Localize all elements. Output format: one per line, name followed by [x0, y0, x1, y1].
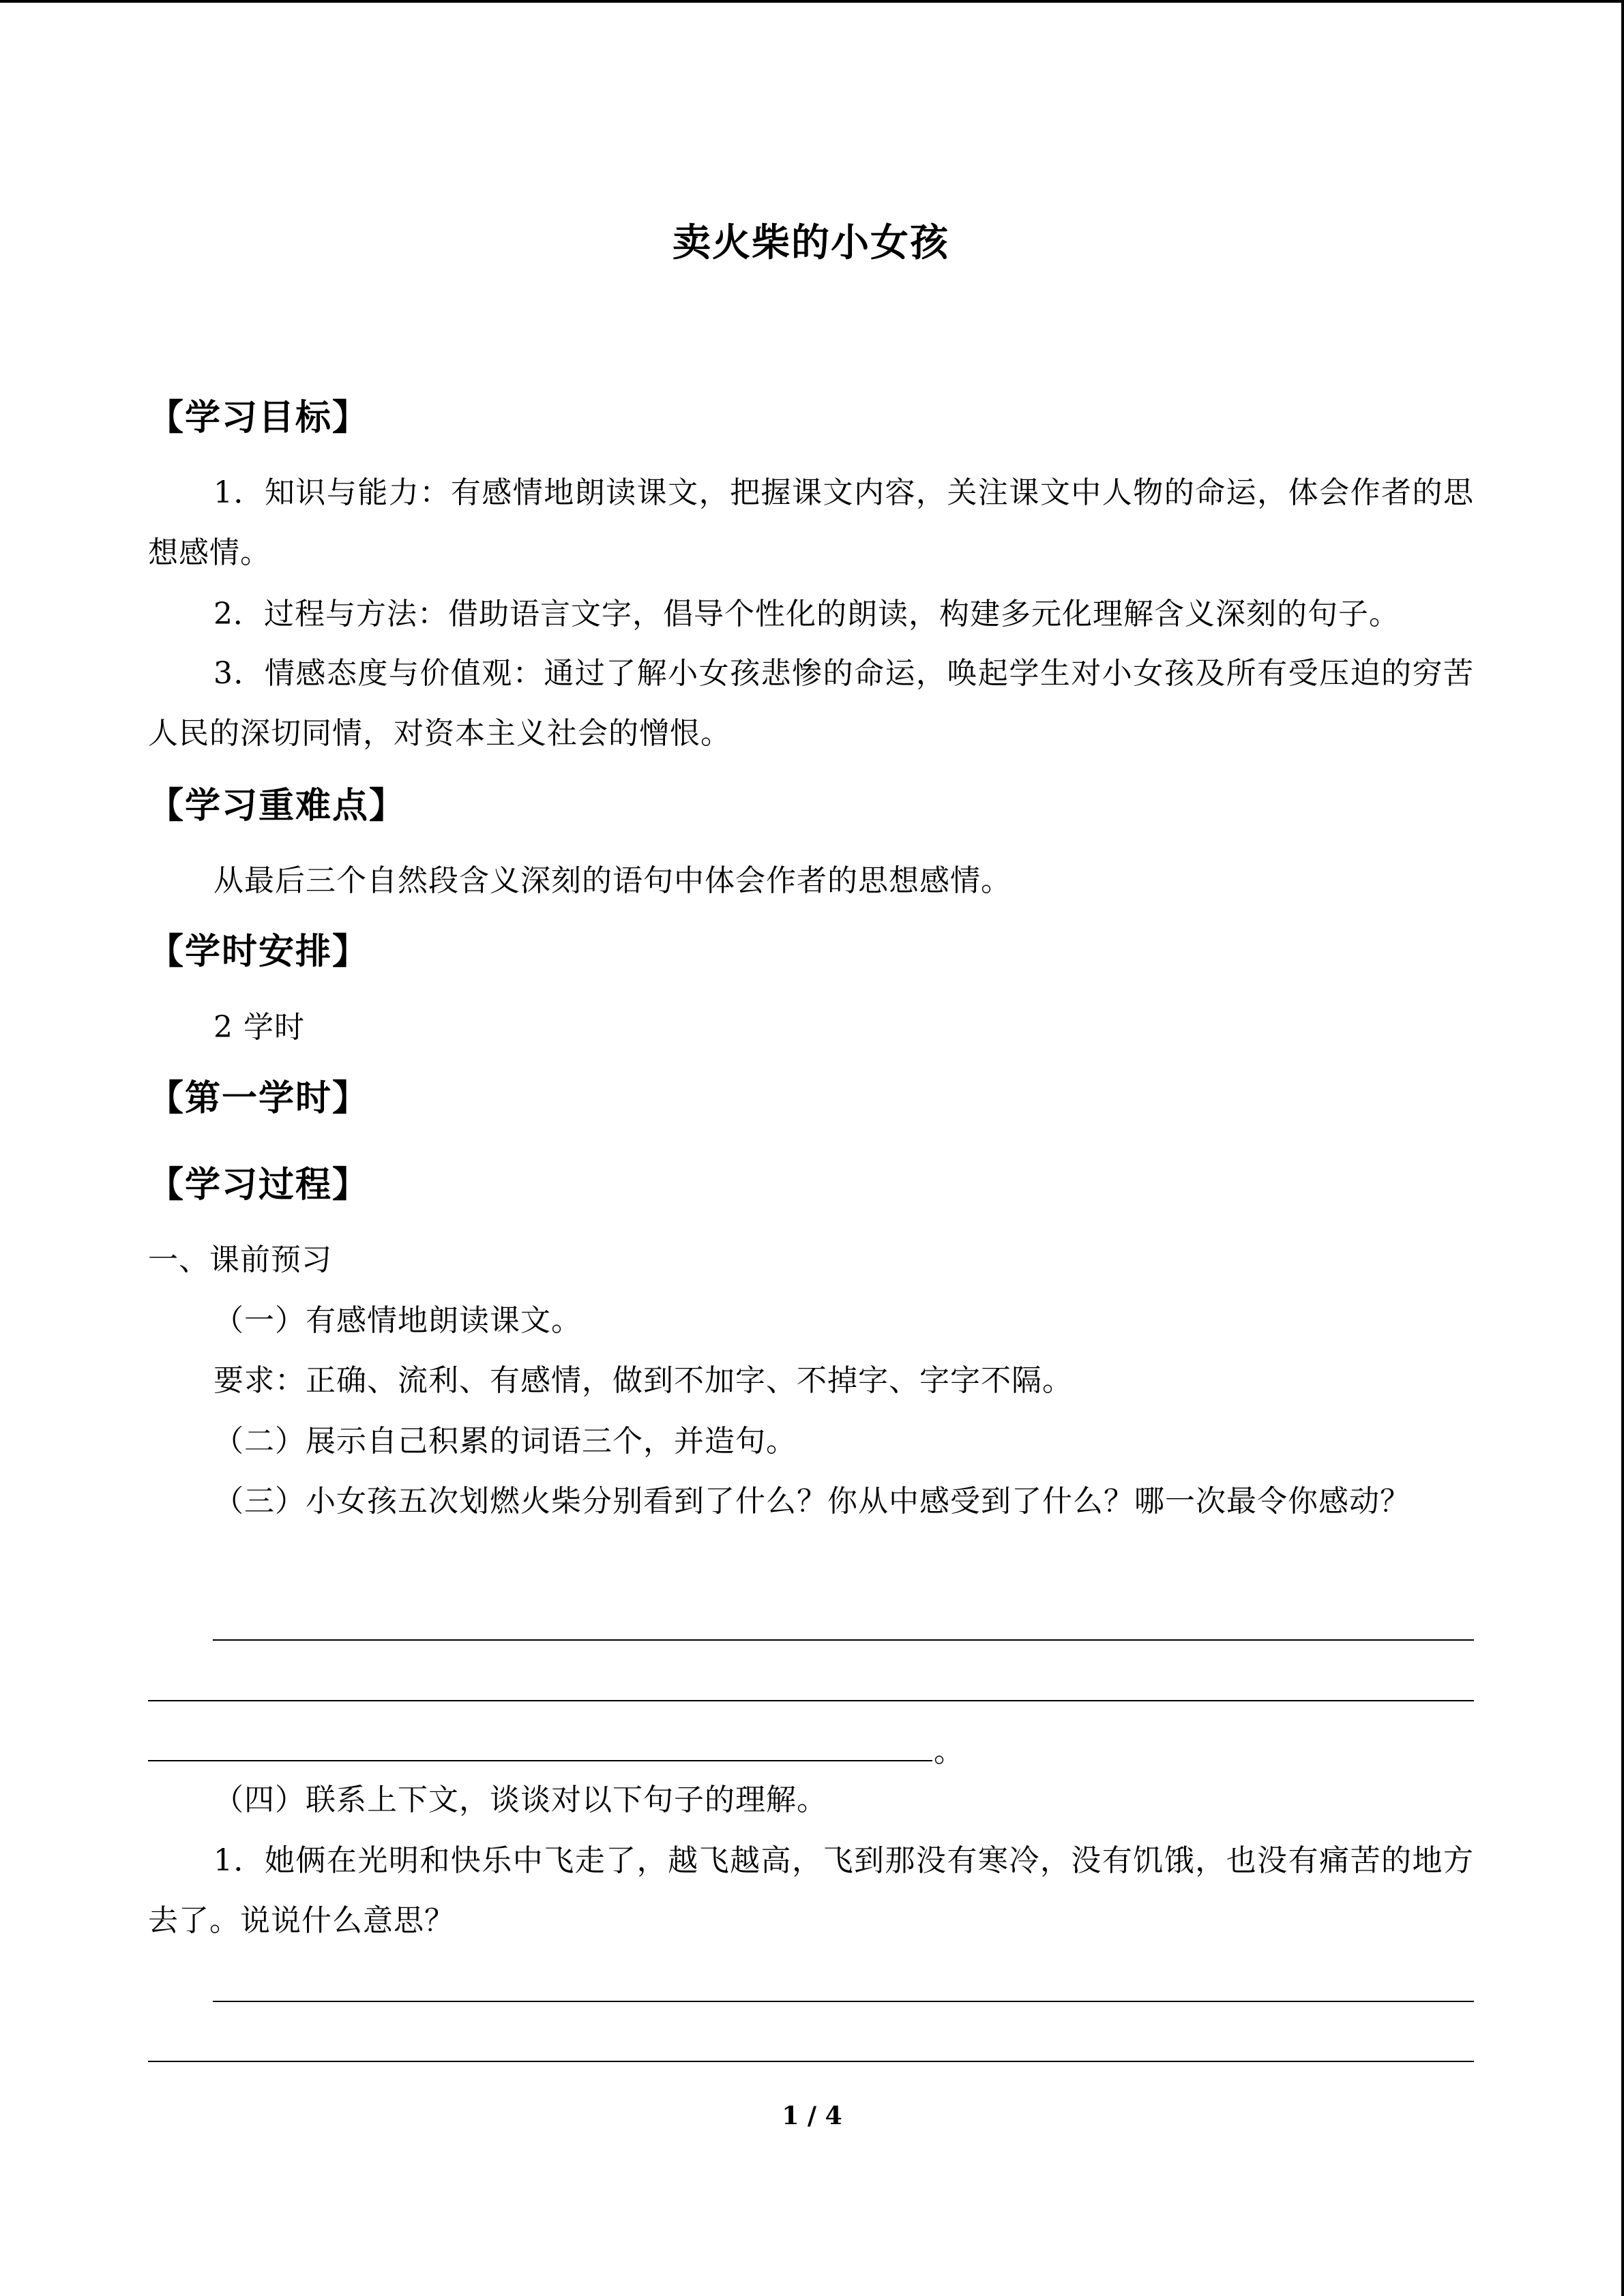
page-title: 卖火柴的小女孩 [673, 220, 949, 265]
page-number: 1 / 4 [782, 2102, 842, 2130]
heading-first-period: 【第一学时】 [148, 1077, 370, 1119]
page-border-right [1621, 0, 1624, 2296]
heading-schedule: 【学时安排】 [148, 931, 370, 972]
preview-item-3: （三）小女孩五次划燃火柴分别看到了什么？你从中感受到了什么？哪一次最令你感动？ [213, 1484, 1411, 1519]
key-points-text: 从最后三个自然段含义深刻的语句中体会作者的思想感情。 [213, 863, 1012, 898]
answer-line[interactable] [148, 1760, 932, 1761]
heading-process: 【学习过程】 [148, 1164, 370, 1206]
objective-2: 2．过程与方法：借助语言文字，倡导个性化的朗读，构建多元化理解含义深刻的句子。 [213, 597, 1400, 631]
page-border-top [0, 0, 1624, 3]
answer-line[interactable] [148, 1700, 1474, 1701]
preview-item-4: （四）联系上下文，谈谈对以下句子的理解。 [213, 1783, 827, 1817]
answer-line[interactable] [213, 1639, 1474, 1641]
schedule-text: 2 学时 [213, 1010, 305, 1045]
objective-3: 3．情感态度与价值观：通过了解小女孩悲惨的命运，唤起学生对小女孩及所有受压迫的穷苦人民的深切同情，对资本主义社会的憎恨。 [148, 656, 1474, 751]
sentence-1: 1．她俩在光明和快乐中飞走了，越飞越高，飞到那没有寒冷，没有饥饿，也没有痛苦的地方去了。说说什么意思？ [148, 1843, 1474, 1938]
preview-item-1: （一）有感情地朗读课文。 [213, 1303, 582, 1338]
answer-period: 。 [934, 1734, 964, 1769]
answer-line[interactable] [148, 2061, 1474, 2062]
heading-objectives: 【学习目标】 [148, 397, 370, 438]
heading-key-points: 【学习重难点】 [148, 785, 407, 826]
preview-item-2: （二）展示自己积累的词语三个，并造句。 [213, 1424, 797, 1459]
preview-requirement: 要求：正确、流利、有感情，做到不加字、不掉字、字字不隔。 [213, 1363, 1073, 1398]
preview-title: 一、课前预习 [148, 1242, 332, 1277]
objective-1: 1．知识与能力：有感情地朗读课文，把握课文内容，关注课文中人物的命运，体会作者的思想感情。 [148, 475, 1474, 570]
answer-line[interactable] [213, 2001, 1474, 2002]
